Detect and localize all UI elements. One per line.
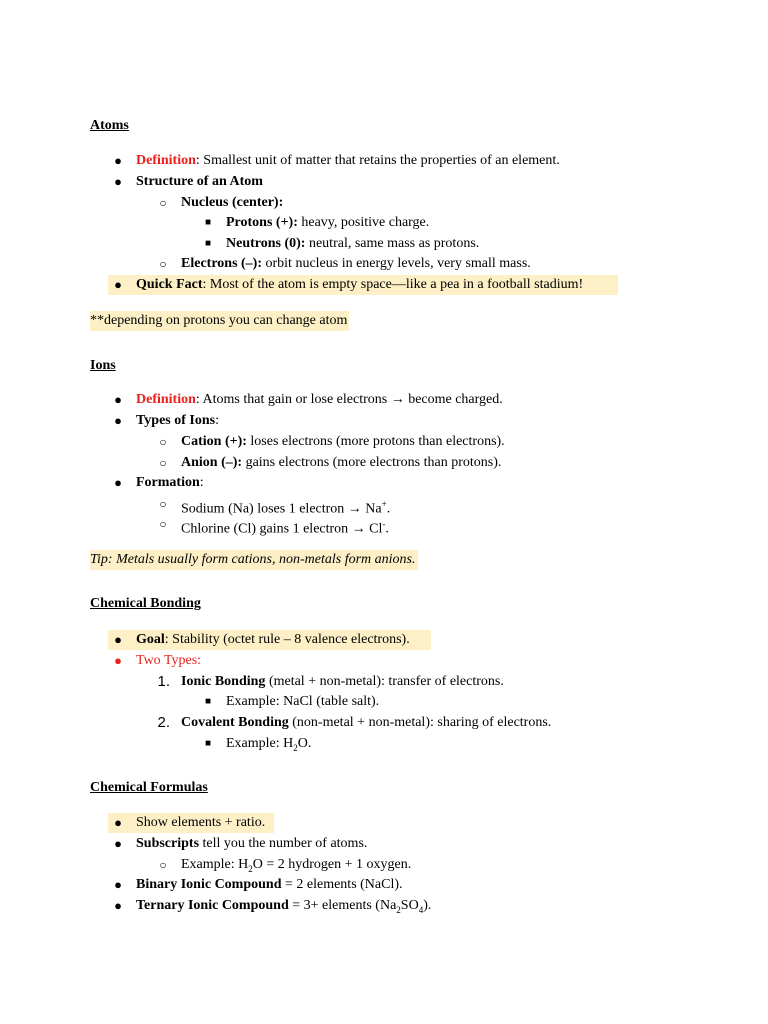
bullet-circle: ○ — [159, 497, 167, 511]
definition-text: : Atoms that gain or lose electrons → become charged. — [195, 392, 503, 407]
nucleus-label: Nucleus (center): — [181, 195, 284, 210]
definition-label: Definition — [136, 153, 196, 168]
list-number: 1. — [157, 673, 170, 690]
neutrons-label: Neutrons (0): — [226, 236, 306, 251]
types-label: Types of Ions — [136, 413, 216, 428]
neutrons-text: neutral, same mass as protons. — [305, 236, 480, 251]
subscript: 2 — [396, 904, 401, 915]
goal-text: : Stability (octet rule – 8 valence electrons). — [164, 632, 410, 647]
subscript: 2 — [248, 863, 253, 874]
section-heading-ions: Ions — [90, 358, 116, 373]
bullet-disc: ● — [114, 653, 122, 668]
bullet-disc: ● — [114, 174, 122, 189]
goal-label: Goal — [136, 632, 165, 647]
bullet-disc: ● — [114, 475, 122, 490]
ionic-example: Example: NaCl (table salt). — [226, 694, 380, 709]
subscript: 2 — [293, 742, 298, 753]
two-types-label: Two Types: — [136, 653, 202, 668]
quickfact-label: Quick Fact — [136, 277, 203, 292]
highlighted-note: **depending on protons you can change atom — [90, 311, 349, 331]
bullet-circle: ○ — [159, 196, 167, 210]
sodium-end: . — [386, 501, 391, 517]
ionic-label: Ionic Bonding — [181, 674, 266, 689]
bullet-square: ■ — [204, 238, 212, 249]
highlighted-list-item — [108, 813, 274, 833]
quickfact-text: : Most of the atom is empty space—like a pea in a football stadium! — [202, 277, 584, 292]
bullet-disc: ● — [114, 277, 122, 292]
section-heading-bonding: Chemical Bonding — [90, 596, 201, 611]
bullet-disc: ● — [114, 815, 122, 830]
chlorine-charge: - — [382, 519, 386, 529]
show-text: Show elements + ratio. — [136, 815, 266, 830]
electrons-text: orbit nucleus in energy levels, very small mass. — [262, 256, 531, 271]
list-number: 2. — [157, 714, 170, 731]
cation-label: Cation (+): — [181, 434, 247, 449]
bullet-circle: ○ — [159, 517, 167, 531]
bullet-disc: ● — [114, 836, 122, 851]
bullet-disc: ● — [114, 153, 122, 168]
ternary-end: ). — [423, 898, 432, 913]
formula-example-end: O = 2 hydrogen + 1 oxygen. — [252, 857, 412, 872]
section-heading-atoms: Atoms — [90, 118, 129, 133]
formation-colon: : — [199, 475, 204, 490]
bullet-circle: ○ — [159, 257, 167, 271]
subscripts-text: tell you the number of atoms. — [199, 836, 368, 851]
covalent-example: Example: H — [226, 736, 294, 751]
chlorine-end: . — [385, 521, 389, 537]
section-heading-formulas: Chemical Formulas — [90, 780, 208, 795]
bullet-disc: ● — [114, 632, 122, 647]
cation-text: loses electrons (more protons than electrons). — [246, 434, 505, 449]
bullet-circle: ○ — [159, 858, 167, 872]
covalent-label: Covalent Bonding — [181, 715, 289, 730]
ternary-label: Ternary Ionic Compound — [136, 898, 289, 913]
sodium-text: Sodium (Na) loses 1 electron → Na — [181, 501, 382, 517]
types-colon: : — [215, 413, 219, 428]
protons-text: heavy, positive charge. — [297, 215, 430, 230]
electrons-label: Electrons (–): — [181, 256, 262, 271]
definition-text: : Smallest unit of matter that retains the properties of an element. — [195, 153, 560, 168]
definition-label: Definition — [136, 392, 196, 407]
highlighted-list-item — [108, 275, 618, 295]
chlorine-text: Chlorine (Cl) gains 1 electron → Cl — [181, 521, 383, 537]
highlighted-tip: Tip: Metals usually form cations, non-metals form anions. — [90, 550, 418, 570]
bullet-square: ■ — [204, 696, 212, 707]
bullet-disc: ● — [114, 877, 122, 892]
formula-example: Example: H — [181, 857, 249, 872]
covalent-example-end: O. — [297, 736, 312, 751]
ionic-text: (metal + non-metal): transfer of electrons. — [265, 674, 504, 689]
ternary-text: = 3+ elements (Na — [288, 898, 397, 913]
structure-label: Structure of an Atom — [136, 174, 263, 189]
bullet-circle: ○ — [159, 456, 167, 470]
bullet-square: ■ — [204, 738, 212, 749]
bullet-disc: ● — [114, 898, 122, 913]
binary-text: = 2 elements (NaCl). — [281, 877, 403, 892]
formation-label: Formation — [136, 475, 200, 490]
highlighted-list-item — [108, 630, 431, 650]
bullet-disc: ● — [114, 413, 122, 428]
ternary-mid: SO — [400, 898, 419, 913]
anion-label: Anion (–): — [181, 455, 243, 470]
protons-label: Protons (+): — [226, 215, 298, 230]
anion-text: gains electrons (more electrons than protons). — [242, 455, 502, 470]
subscript: 4 — [418, 904, 424, 915]
bullet-circle: ○ — [159, 435, 167, 449]
subscripts-label: Subscripts — [136, 836, 200, 851]
binary-label: Binary Ionic Compound — [136, 877, 282, 892]
sodium-charge: + — [381, 499, 387, 509]
bullet-square: ■ — [204, 217, 212, 228]
covalent-text: (non-metal + non-metal): sharing of electrons. — [288, 715, 552, 730]
bullet-disc: ● — [114, 392, 122, 407]
